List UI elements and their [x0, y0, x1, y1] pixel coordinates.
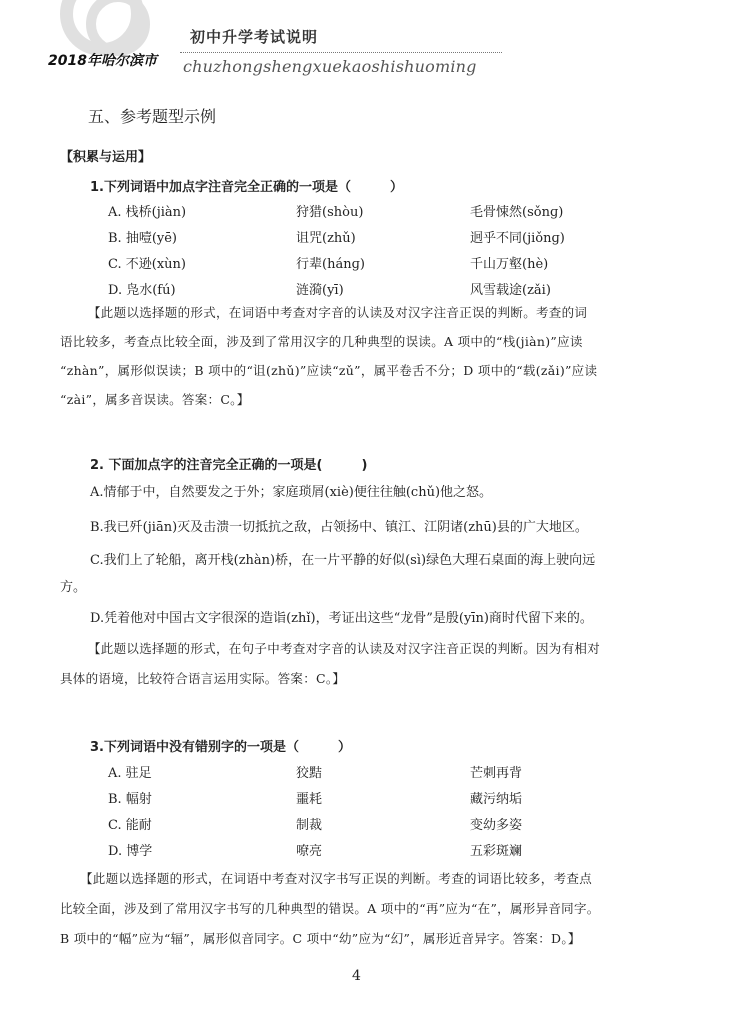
q2-analysis-line-2: 具体的语境，比较符合语言运用实际。答案：C。】: [60, 671, 346, 686]
q1-row-b-col2: 诅咒(zhǔ): [296, 231, 356, 246]
q1-row-c-col2: 行辈(hánɡ): [296, 257, 365, 272]
q2-option-a: A.情郁于中，自然要发之于外；家庭琐屑(xiè)便往往触(chǔ)他之怒。: [90, 485, 493, 500]
q1-row-a-col1: A. 栈桥(jiàn): [108, 205, 187, 220]
q1-stem: 1.下列词语中加点字注音完全正确的一项是（ ）: [90, 180, 403, 195]
q2-analysis-line-1: 【此题以选择题的形式，在句子中考查对字音的认读及对汉字注音正误的判断。因为有相对: [88, 641, 601, 656]
q3-analysis-line-2: 比较全面，涉及到了常用汉字书写的几种典型的错误。A 项中的“再”应为“在”，属形异音同字。: [60, 901, 600, 916]
q3-stem: 3.下列词语中没有错别字的一项是（ ）: [90, 740, 351, 755]
q3-row-c-col1: C. 能耐: [108, 818, 152, 833]
section-title: 五、参考题型示例: [88, 107, 217, 126]
q3-row-a-col2: 狡黠: [296, 766, 323, 781]
header-year-city: 2018年哈尔滨市: [48, 53, 157, 69]
q1-row-c-col3: 千山万壑(hè): [470, 257, 549, 272]
q3-row-c-col2: 制裁: [296, 818, 323, 833]
q1-row-d-col3: 风雪载途(zǎi): [470, 283, 551, 298]
q3-row-b-col1: B. 幅射: [108, 792, 152, 807]
header-divider: [180, 52, 502, 53]
q2-stem: 2. 下面加点字的注音完全正确的一项是( ): [90, 458, 368, 473]
q2-option-c: C.我们上了轮船，离开栈(zhàn)桥，在一片平静的好似(sì)绿色大理石桌面的海上驶向远: [90, 553, 596, 568]
q3-row-b-col2: 噩耗: [296, 792, 323, 807]
q3-row-b-col3: 藏污纳垢: [470, 792, 523, 807]
q3-row-d-col2: 嘹亮: [296, 844, 323, 859]
q1-row-d-col1: D. 凫水(fú): [108, 283, 176, 298]
q1-row-b-col1: B. 抽噎(yē): [108, 231, 177, 246]
q1-analysis-line-4: “zài”，属多音误读。答案：C。】: [60, 392, 250, 407]
q2-option-d: D.凭着他对中国古文字很深的造诣(zhǐ)，考证出这些“龙骨”是殷(yīn)商时代留下来的。: [90, 611, 593, 626]
q3-row-a-col3: 芒刺再背: [470, 766, 523, 781]
q1-analysis-line-1: 【此题以选择题的形式，在词语中考查对字音的认读及对汉字注音正误的判断。考查的词: [88, 305, 588, 320]
q1-row-a-col3: 毛骨悚然(sǒnɡ): [470, 205, 564, 220]
q3-analysis-line-1: 【此题以选择题的形式，在词语中考查对汉字书写正误的判断。考查的词语比较多，考查点: [80, 871, 593, 886]
header-pinyin: chuzhongshengxuekaoshishuoming: [183, 57, 477, 76]
q1-row-b-col3: 迥乎不同(jiǒnɡ): [470, 231, 565, 246]
q1-analysis-line-3: “zhàn”，属形似误读；B 项中的“诅(zhǔ)”应读“zǔ”，属平卷舌不分；D 项中的“载(zǎi)”应读: [60, 363, 598, 378]
q3-row-a-col1: A. 驻足: [108, 766, 152, 781]
q1-row-a-col2: 狩猎(shòu): [296, 205, 364, 220]
q2-option-b: B.我已歼(jiān)灭及击溃一切抵抗之敌，占领扬中、镇江、江阴诸(zhū)县的广大地区。: [90, 520, 588, 535]
q1-row-d-col2: 涟漪(yī): [296, 283, 344, 298]
header-title: 初中升学考试说明: [190, 28, 319, 46]
q3-row-c-col3: 变幼多姿: [470, 818, 523, 833]
q3-analysis-line-3: B 项中的“幅”应为“辐”，属形似音同字。C 项中“幼”应为“幻”，属形近音异字。答案：D。】: [60, 931, 581, 946]
page-number: 4: [352, 968, 361, 984]
q2-option-c-cont: 方。: [60, 580, 87, 595]
q3-row-d-col3: 五彩斑斓: [470, 844, 523, 859]
q1-row-c-col1: C. 不逊(xùn): [108, 257, 186, 272]
subsection-title: 【积累与运用】: [60, 150, 152, 165]
q3-row-d-col1: D. 博学: [108, 844, 153, 859]
q1-analysis-line-2: 语比较多，考查点比较全面，涉及到了常用汉字的几种典型的误读。A 项中的“栈(jiàn)”应读: [60, 334, 583, 349]
logo-ring-decoration-2: [86, 0, 150, 56]
